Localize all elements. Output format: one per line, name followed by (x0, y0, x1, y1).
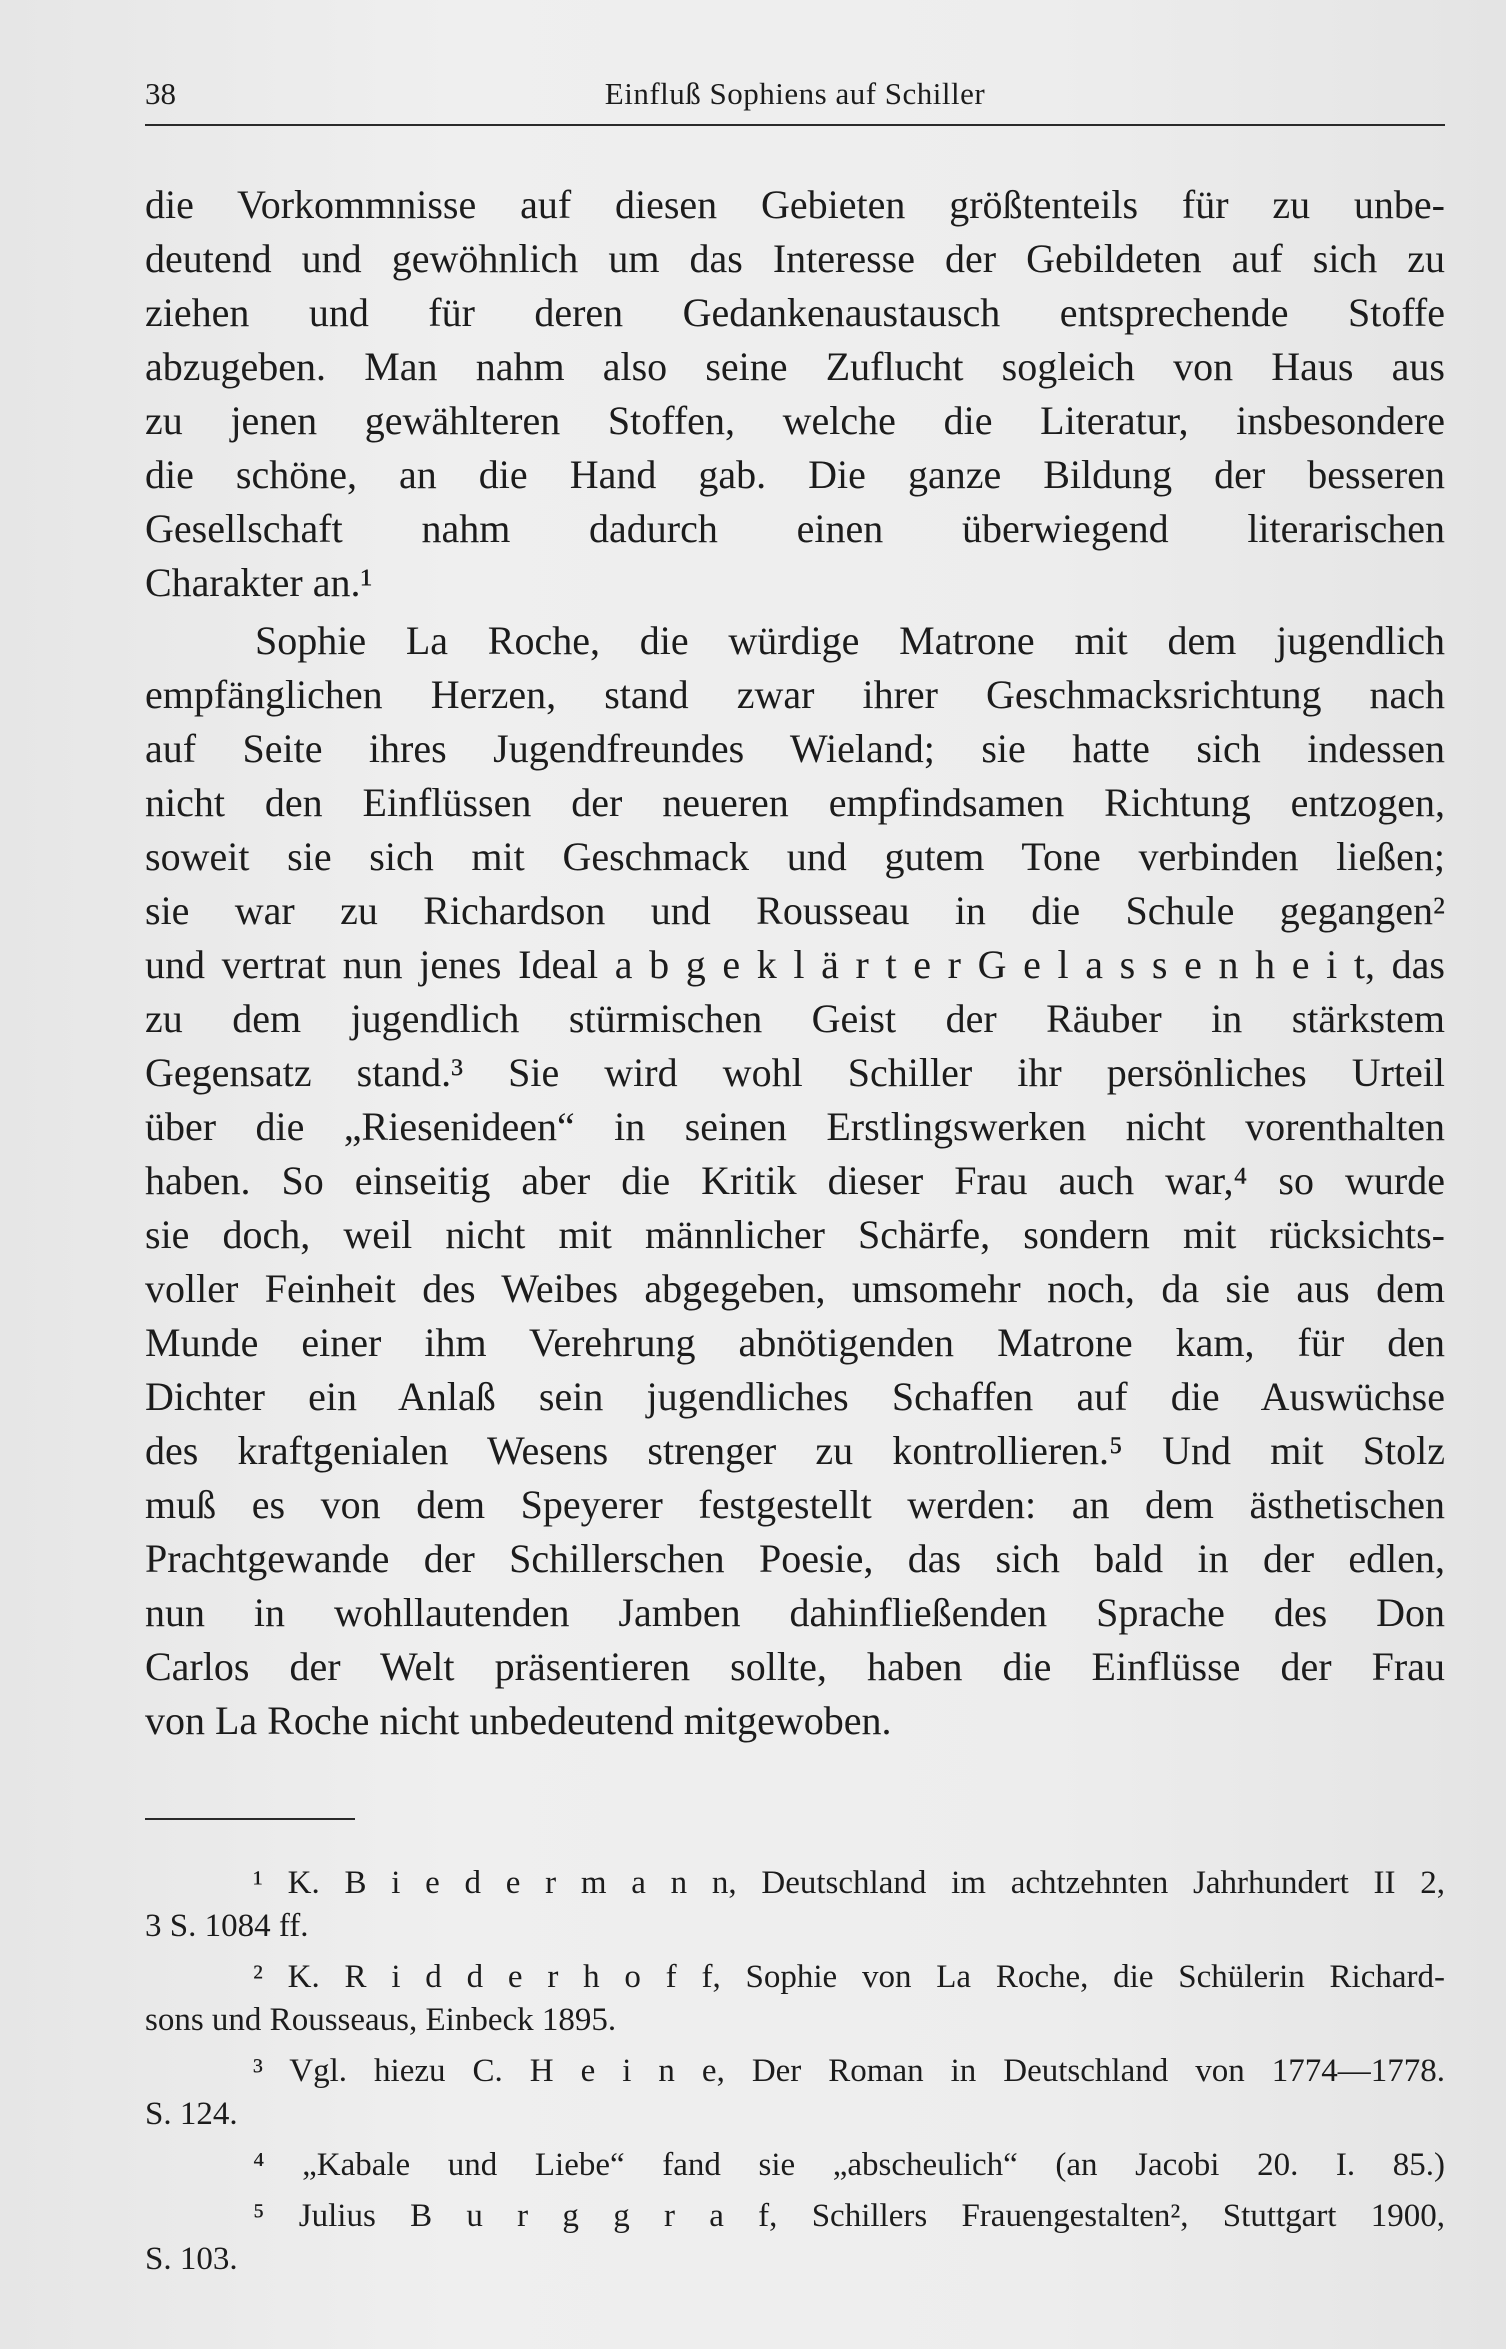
text-line: Prachtgewande der Schillerschen Poesie, das sich bald in der edlen, (145, 1536, 1445, 1581)
footnote-rule (145, 1818, 355, 1820)
text-line: Munde einer ihm Verehrung abnötigenden Matrone kam, für den (145, 1320, 1445, 1365)
text-line: zu dem jugendlich stürmischen Geist der Räuber in stärkstem (145, 996, 1445, 1041)
footnote-line: S. 103. (145, 2241, 238, 2277)
footnote-line: S. 124. (145, 2096, 238, 2132)
text-line: soweit sie sich mit Geschmack und gutem Tone verbinden ließen; (145, 834, 1445, 879)
text-line: sie doch, weil nicht mit männlicher Schärfe, sondern mit rücksichts- (145, 1212, 1445, 1257)
text-line: Dichter ein Anlaß sein jugendliches Schaffen auf die Auswüchse (145, 1374, 1445, 1419)
text-line: voller Feinheit des Weibes abgegeben, umsomehr noch, da sie aus dem (145, 1266, 1445, 1311)
text-line: die Vorkommnisse auf diesen Gebieten größtenteils für zu unbe- (145, 182, 1445, 227)
text-line: Gesellschaft nahm dadurch einen überwiegend literarischen (145, 506, 1445, 551)
footnote-line: ² K. R i d d e r h o f f, Sophie von La Roche, die Schülerin Richard- (253, 1959, 1445, 1995)
footnote-line: ¹ K. B i e d e r m a n n, Deutschland im achtzehnten Jahrhundert II 2, (253, 1865, 1445, 1901)
paragraph-1 (145, 178, 1445, 610)
page-number: 38 (145, 76, 176, 111)
footnote-line: 3 S. 1084 ff. (145, 1908, 309, 1944)
footnote-line: sons und Rousseaus, Einbeck 1895. (145, 2002, 617, 2038)
text-line: Charakter an.¹ (145, 560, 373, 605)
text-line: Sophie La Roche, die würdige Matrone mit dem jugendlich (255, 618, 1445, 663)
text-line: auf Seite ihres Jugendfreundes Wieland; sie hatte sich indessen (145, 726, 1445, 771)
footnote-4 (145, 2144, 1445, 2187)
text-line: Carlos der Welt präsentieren sollte, haben die Einflüsse der Frau (145, 1644, 1445, 1689)
text-line: empfänglichen Herzen, stand zwar ihrer Geschmacksrichtung nach (145, 672, 1445, 717)
text-line: deutend und gewöhnlich um das Interesse der Gebildeten auf sich zu (145, 236, 1445, 281)
text-line: und vertrat nun jenes Ideal a b g e k l ä r t e r G e l a s s e n h e i t, das (145, 942, 1445, 987)
body-text (145, 178, 1445, 1748)
footnote-3 (145, 2050, 1445, 2136)
footnote-line: ⁵ Julius B u r g g r a f, Schillers Frauengestalten², Stuttgart 1900, (253, 2198, 1445, 2234)
text-line: ziehen und für deren Gedankenaustausch entsprechende Stoffe (145, 290, 1445, 335)
text-line: zu jenen gewählteren Stoffen, welche die Literatur, insbesondere (145, 398, 1445, 443)
paragraph-2 (145, 614, 1445, 1748)
running-head: Einfluß Sophiens auf Schiller (604, 76, 986, 111)
footnote-line: ³ Vgl. hiezu C. H e i n e, Der Roman in Deutschland von 1774—1778. (253, 2053, 1445, 2089)
text-line: haben. So einseitig aber die Kritik dieser Frau auch war,⁴ so wurde (145, 1158, 1445, 1203)
text-line: muß es von dem Speyerer festgestellt werden: an dem ästhetischen (145, 1482, 1445, 1527)
text-line: nun in wohllautenden Jamben dahinfließenden Sprache des Don (145, 1590, 1445, 1635)
text-line: von La Roche nicht unbedeutend mitgewoben. (145, 1698, 892, 1743)
footnotes (145, 1862, 1445, 2281)
text-line: über die „Riesenideen“ in seinen Erstlingswerken nicht vorenthalten (145, 1104, 1445, 1149)
text-line: die schöne, an die Hand gab. Die ganze Bildung der besseren (145, 452, 1445, 497)
text-line: Gegensatz stand.³ Sie wird wohl Schiller ihr persönliches Urteil (145, 1050, 1445, 1095)
footnote-1 (145, 1862, 1445, 1948)
text-line: nicht den Einflüssen der neueren empfindsamen Richtung entzogen, (145, 780, 1445, 825)
text-line: des kraftgenialen Wesens strenger zu kontrollieren.⁵ Und mit Stolz (145, 1428, 1445, 1473)
page-header (145, 72, 1445, 126)
text-line: abzugeben. Man nahm also seine Zuflucht sogleich von Haus aus (145, 344, 1445, 389)
footnote-line: ⁴ „Kabale und Liebe“ fand sie „abscheulich“ (an Jacobi 20. I. 85.) (253, 2147, 1445, 2183)
footnote-2 (145, 1956, 1445, 2042)
text-line: sie war zu Richardson und Rousseau in die Schule gegangen² (145, 888, 1445, 933)
footnote-5 (145, 2195, 1445, 2281)
